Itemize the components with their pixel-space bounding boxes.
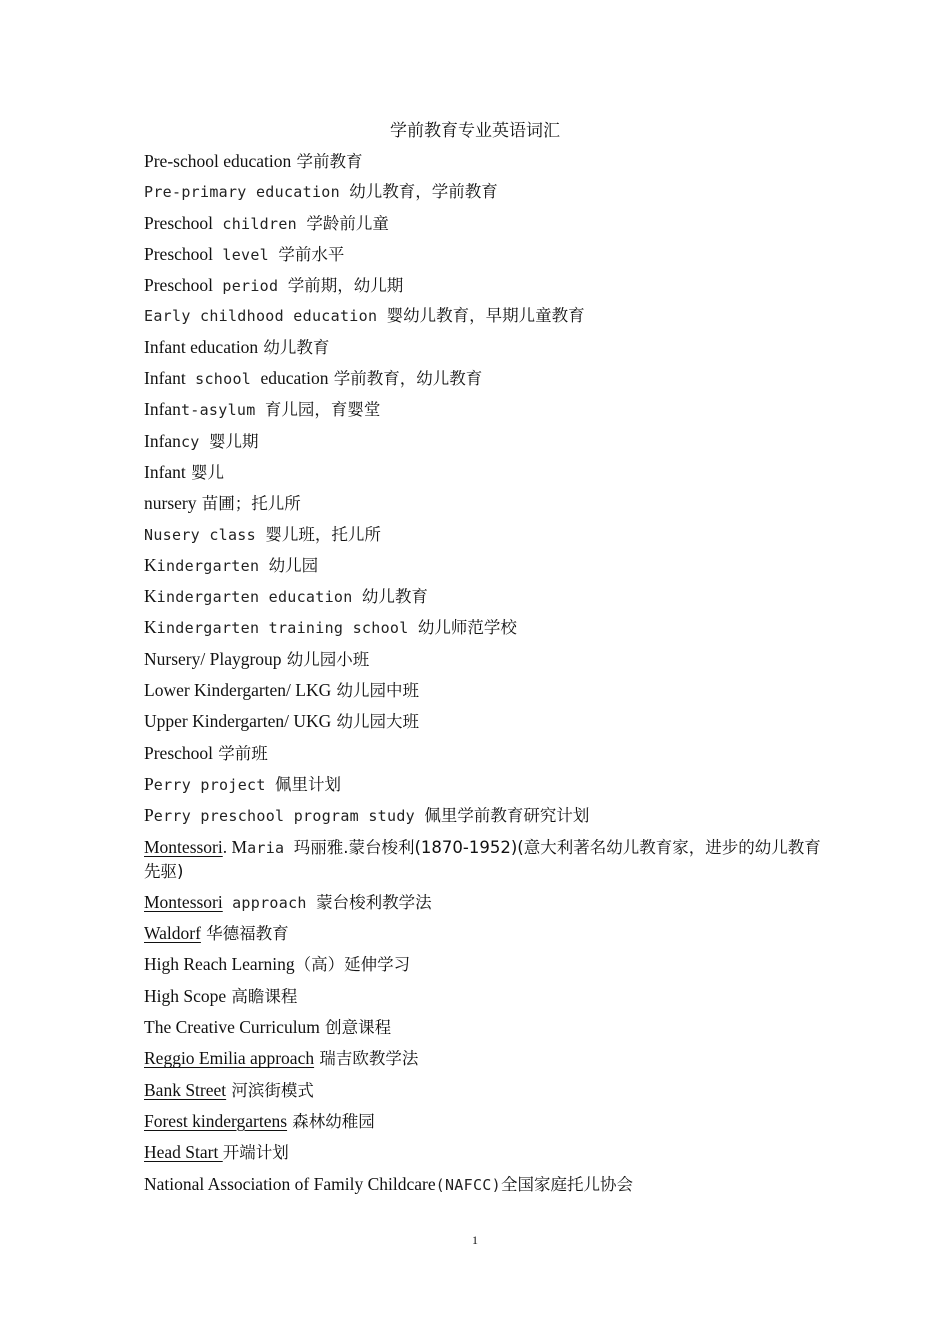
vocabulary-entry bbox=[144, 180, 824, 204]
vocabulary-entry bbox=[144, 709, 824, 734]
entry-translation: 幼儿园大班 bbox=[331, 712, 420, 732]
entry-translation: 婴幼儿教育，早期儿童教育 bbox=[386, 306, 585, 326]
entry-translation: 开端计划 bbox=[222, 1143, 289, 1163]
entry-term: High Reach Learning bbox=[144, 954, 295, 975]
entry-translation: （高）延伸学习 bbox=[294, 955, 411, 975]
entry-translation: 学前水平 bbox=[278, 244, 345, 264]
vocabulary-entry bbox=[144, 984, 824, 1009]
entry-term: Pre-school education bbox=[144, 151, 292, 171]
entry-translation: 幼儿园 bbox=[268, 555, 319, 575]
entry-term: Infant education bbox=[144, 336, 259, 357]
vocabulary-entry bbox=[144, 242, 824, 267]
entry-translation: 学龄前儿童 bbox=[306, 213, 389, 233]
entry-translation: 学前班 bbox=[213, 743, 268, 763]
entry-term: P bbox=[144, 773, 154, 794]
vocabulary-entry bbox=[144, 1015, 824, 1040]
vocabulary-entry bbox=[144, 149, 824, 174]
entry-term: Montessori bbox=[144, 836, 223, 857]
vocabulary-entry bbox=[144, 460, 824, 485]
vocabulary-list bbox=[144, 149, 824, 1203]
entry-term: erry project bbox=[153, 775, 276, 794]
entry-term: indergarten bbox=[156, 556, 269, 575]
entry-term: Infan bbox=[144, 399, 181, 420]
page-number: 1 bbox=[472, 1233, 478, 1247]
vocabulary-entry bbox=[144, 584, 824, 609]
entry-term: Preschool bbox=[144, 742, 214, 763]
entry-term: t-asylum bbox=[180, 401, 265, 420]
entry-term: Early childhood education bbox=[144, 307, 387, 326]
entry-term: Forest kindergartens bbox=[144, 1110, 288, 1131]
vocabulary-entry bbox=[144, 211, 824, 236]
entry-translation: 婴儿期 bbox=[208, 431, 259, 451]
entry-term: National Association of Family Childcare bbox=[144, 1173, 436, 1194]
entry-translation: 蒙台梭利教学法 bbox=[316, 892, 432, 912]
vocabulary-entry bbox=[144, 1140, 824, 1165]
entry-term: cy bbox=[180, 432, 209, 451]
entry-term: Montessori bbox=[144, 891, 223, 912]
entry-term: period bbox=[213, 277, 288, 296]
entry-translation: 婴儿班，托儿所 bbox=[265, 524, 381, 544]
entry-term: erry preschool program study bbox=[153, 807, 425, 826]
vocabulary-entry bbox=[144, 366, 824, 391]
entry-term: P bbox=[144, 805, 154, 826]
vocabulary-entry bbox=[144, 523, 824, 547]
entry-translation: 学前教育，幼儿教育 bbox=[328, 369, 483, 389]
vocabulary-entry bbox=[144, 615, 824, 640]
entry-translation: 河滨街模式 bbox=[226, 1080, 314, 1100]
vocabulary-entry bbox=[144, 273, 824, 298]
entry-term: Reggio Emilia approach bbox=[144, 1048, 315, 1069]
vocabulary-entry bbox=[144, 1046, 824, 1071]
entry-term: Upper Kindergarten/ UKG bbox=[144, 711, 332, 732]
entry-term: Preschool bbox=[144, 275, 214, 296]
entry-term: Preschool bbox=[144, 243, 214, 264]
entry-term: Infant bbox=[144, 368, 186, 389]
entry-translation: 幼儿园中班 bbox=[331, 681, 420, 701]
vocabulary-entry bbox=[144, 553, 824, 578]
entry-term: education bbox=[260, 368, 329, 389]
entry-term: Preschool bbox=[144, 212, 214, 233]
entry-translation: 幼儿教育 bbox=[258, 337, 330, 357]
entry-translation: 婴儿 bbox=[185, 462, 225, 482]
vocabulary-entry bbox=[144, 890, 824, 915]
vocabulary-entry bbox=[144, 647, 824, 672]
entry-term: The Creative Curriculum bbox=[144, 1017, 320, 1038]
entry-translation: 育儿园，育婴堂 bbox=[264, 400, 381, 420]
entry-translation: 佩里计划 bbox=[275, 774, 342, 794]
vocabulary-entry bbox=[144, 335, 824, 360]
vocabulary-entry bbox=[144, 1109, 824, 1134]
vocabulary-entry bbox=[144, 1172, 824, 1197]
entry-translation: 幼儿教育 bbox=[361, 587, 428, 607]
vocabulary-entry bbox=[144, 741, 824, 766]
vocabulary-entry bbox=[144, 397, 824, 422]
entry-term: Head Start bbox=[144, 1142, 223, 1163]
vocabulary-entry bbox=[144, 429, 824, 454]
page-title: 学前教育专业英语词汇 bbox=[390, 121, 560, 141]
entry-translation: 幼儿师范学校 bbox=[417, 618, 517, 638]
vocabulary-entry bbox=[144, 1078, 824, 1103]
vocabulary-entry bbox=[144, 803, 824, 828]
entry-term: Infant bbox=[144, 461, 186, 482]
entry-translation: 玛丽雅.蒙台梭利(1870-1952)(意大利著名幼儿教育家，进步的幼儿教育先驱) bbox=[144, 837, 821, 881]
entry-term: level bbox=[213, 245, 279, 264]
entry-term: Pre-primary education bbox=[144, 183, 350, 202]
entry-term: High Scope bbox=[144, 985, 227, 1006]
entry-term: (NAFCC) bbox=[435, 1175, 501, 1194]
entry-translation: 学前教育 bbox=[291, 152, 363, 171]
entry-term: Infan bbox=[144, 430, 181, 451]
entry-term: indergarten training school bbox=[156, 619, 418, 638]
entry-term: K bbox=[144, 586, 157, 607]
entry-translation: 瑞吉欧教学法 bbox=[314, 1049, 419, 1069]
entry-term: nursery bbox=[144, 493, 197, 514]
entry-term: Nursery/ Playgroup bbox=[144, 648, 282, 669]
entry-translation: 幼儿园小班 bbox=[281, 649, 370, 669]
vocabulary-entry bbox=[144, 304, 824, 328]
entry-term: aria bbox=[247, 838, 294, 857]
vocabulary-entry bbox=[144, 678, 824, 703]
entry-term: Lower Kindergarten/ LKG bbox=[144, 680, 332, 701]
entry-translation: 全国家庭托儿协会 bbox=[500, 1174, 633, 1194]
entry-translation: 华德福教育 bbox=[200, 924, 289, 944]
vocabulary-entry bbox=[144, 772, 824, 797]
entry-translation: 幼儿教育，学前教育 bbox=[349, 182, 498, 202]
entry-term: K bbox=[144, 554, 157, 575]
vocabulary-entry bbox=[144, 952, 824, 977]
entry-translation: 佩里学前教育研究计划 bbox=[424, 806, 590, 826]
vocabulary-entry bbox=[144, 835, 824, 884]
entry-translation: 创意课程 bbox=[319, 1018, 392, 1038]
entry-term: Waldorf bbox=[144, 923, 201, 944]
entry-term: Bank Street bbox=[144, 1079, 227, 1100]
entry-term: K bbox=[144, 617, 157, 638]
entry-translation: 森林幼稚园 bbox=[287, 1111, 375, 1131]
entry-term: . M bbox=[222, 836, 248, 857]
entry-term: children bbox=[213, 214, 307, 233]
entry-term: school bbox=[185, 370, 261, 389]
entry-translation: 苗圃；托儿所 bbox=[196, 494, 301, 514]
entry-translation: 学前期，幼儿期 bbox=[287, 276, 404, 296]
entry-term: approach bbox=[222, 893, 317, 912]
entry-term: Nusery class bbox=[144, 525, 266, 544]
entry-term: indergarten education bbox=[156, 588, 362, 607]
vocabulary-entry bbox=[144, 491, 824, 516]
vocabulary-entry bbox=[144, 921, 824, 946]
entry-translation: 高瞻课程 bbox=[226, 986, 298, 1006]
